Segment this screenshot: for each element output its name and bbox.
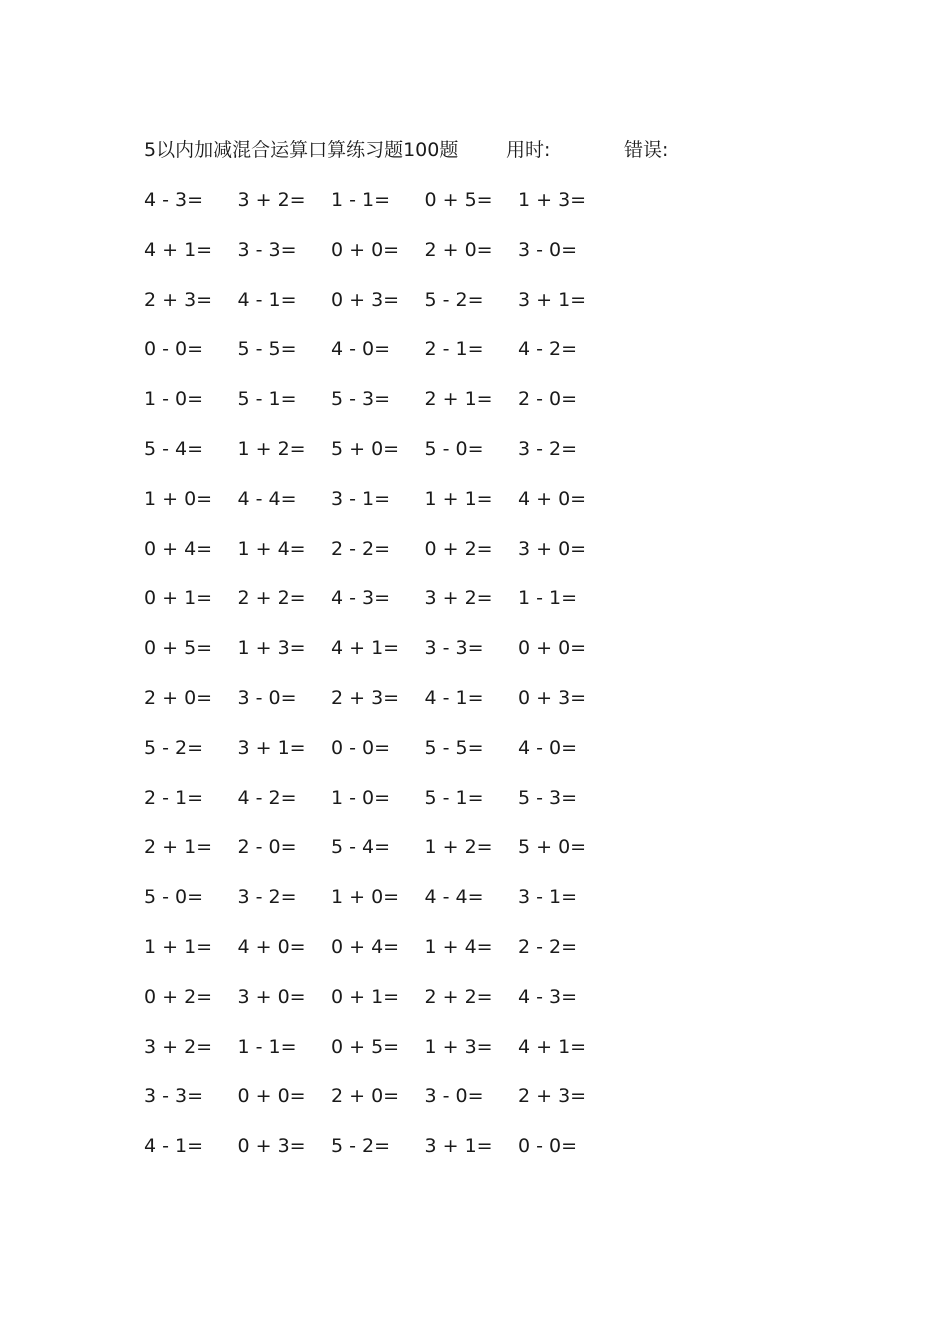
problem-item: 5 + 0= <box>518 836 587 859</box>
problem-item: 2 + 0= <box>331 1085 400 1108</box>
problem-item: 0 + 2= <box>424 537 493 560</box>
problem-item: 0 + 1= <box>144 587 213 610</box>
problem-row <box>144 933 612 983</box>
problem-row <box>144 784 612 834</box>
problem-item: 0 + 3= <box>331 288 400 311</box>
problem-item: 2 - 1= <box>424 338 484 361</box>
problem-item: 4 - 3= <box>331 587 391 610</box>
problem-row <box>144 1082 612 1132</box>
problem-item: 3 - 3= <box>424 637 484 660</box>
problem-item: 0 - 0= <box>331 736 391 759</box>
worksheet-title: 5以内加减混合运算口算练习题100题 <box>144 139 459 161</box>
problem-item: 0 - 0= <box>518 1135 578 1158</box>
error-count-label: 错误: <box>624 139 669 161</box>
problem-row <box>144 385 612 435</box>
problem-row <box>144 286 612 336</box>
problem-item: 2 + 1= <box>424 388 493 411</box>
problem-row <box>144 634 612 684</box>
problem-item: 2 - 2= <box>518 935 578 958</box>
problem-item: 0 + 0= <box>331 238 400 261</box>
problem-item: 4 + 0= <box>237 935 306 958</box>
problem-item: 3 - 1= <box>331 487 391 510</box>
problem-item: 4 - 0= <box>331 338 391 361</box>
problem-item: 0 + 2= <box>144 985 213 1008</box>
problem-item: 0 + 4= <box>331 935 400 958</box>
problem-item: 3 - 2= <box>237 886 297 909</box>
problem-item: 3 - 0= <box>518 238 578 261</box>
problem-item: 5 - 3= <box>331 388 391 411</box>
problem-item: 5 - 1= <box>237 388 297 411</box>
problem-item: 2 + 3= <box>144 288 213 311</box>
problem-item: 4 + 1= <box>331 637 400 660</box>
problem-item: 0 + 0= <box>237 1085 306 1108</box>
problem-item: 1 + 3= <box>237 637 306 660</box>
problem-item: 3 + 0= <box>518 537 587 560</box>
problem-row <box>144 535 612 585</box>
problem-item: 0 + 5= <box>331 1035 400 1058</box>
problem-row <box>144 186 612 236</box>
problem-item: 0 + 5= <box>144 637 213 660</box>
problem-item: 3 + 2= <box>424 587 493 610</box>
problem-item: 1 - 0= <box>144 388 204 411</box>
problem-row <box>144 435 612 485</box>
problem-row <box>144 485 612 535</box>
problem-row <box>144 734 612 784</box>
problem-item: 2 + 3= <box>518 1085 587 1108</box>
problem-row <box>144 1132 612 1182</box>
problem-item: 0 + 3= <box>518 686 587 709</box>
problem-item: 1 + 4= <box>424 935 493 958</box>
problem-item: 2 + 2= <box>237 587 306 610</box>
problem-item: 0 + 5= <box>424 189 493 211</box>
problem-item: 0 - 0= <box>144 338 204 361</box>
problem-item: 1 + 3= <box>518 189 587 211</box>
problem-row <box>144 883 612 933</box>
problem-item: 3 + 2= <box>144 1035 213 1058</box>
problem-item: 5 - 4= <box>144 437 204 460</box>
problem-item: 5 - 2= <box>144 736 204 759</box>
problem-item: 4 - 2= <box>518 338 578 361</box>
problem-item: 2 + 0= <box>144 686 213 709</box>
problem-item: 5 - 0= <box>424 437 484 460</box>
problem-item: 2 + 0= <box>424 238 493 261</box>
problem-item: 4 - 1= <box>144 1135 204 1158</box>
problem-item: 5 - 3= <box>518 786 578 809</box>
problem-row <box>144 983 612 1033</box>
problem-item: 4 - 4= <box>237 487 297 510</box>
problem-item: 1 + 1= <box>144 935 213 958</box>
problem-item: 5 - 2= <box>424 288 484 311</box>
problem-item: 4 - 3= <box>144 189 204 211</box>
problem-item: 4 - 2= <box>237 786 297 809</box>
problem-item: 4 + 1= <box>518 1035 587 1058</box>
problem-item: 3 - 0= <box>237 686 297 709</box>
problem-item: 4 - 1= <box>424 686 484 709</box>
problem-item: 4 - 4= <box>424 886 484 909</box>
problem-item: 1 + 4= <box>237 537 306 560</box>
problem-row <box>144 584 612 634</box>
worksheet-header <box>144 136 764 164</box>
problem-item: 2 + 3= <box>331 686 400 709</box>
problem-row <box>144 684 612 734</box>
problem-item: 0 + 4= <box>144 537 213 560</box>
problem-item: 2 + 2= <box>424 985 493 1008</box>
problem-item: 2 - 1= <box>144 786 204 809</box>
problem-item: 1 + 1= <box>424 487 493 510</box>
problem-item: 0 + 1= <box>331 985 400 1008</box>
time-used-label: 用时: <box>506 139 551 161</box>
problem-item: 3 - 0= <box>424 1085 484 1108</box>
problem-item: 3 + 0= <box>237 985 306 1008</box>
problem-item: 2 - 0= <box>237 836 297 859</box>
problem-item: 1 + 2= <box>424 836 493 859</box>
problem-item: 0 + 0= <box>518 637 587 660</box>
problem-item: 4 + 0= <box>518 487 587 510</box>
problem-item: 0 + 3= <box>237 1135 306 1158</box>
problem-item: 1 + 0= <box>331 886 400 909</box>
problem-item: 3 - 1= <box>518 886 578 909</box>
problem-item: 4 - 0= <box>518 736 578 759</box>
problem-item: 5 - 2= <box>331 1135 391 1158</box>
problem-item: 1 - 1= <box>331 189 391 211</box>
problem-item: 5 - 5= <box>237 338 297 361</box>
problem-item: 4 + 1= <box>144 238 213 261</box>
problem-item: 3 + 1= <box>237 736 306 759</box>
problem-item: 1 - 1= <box>237 1035 297 1058</box>
problem-item: 4 - 1= <box>237 288 297 311</box>
problem-item: 2 + 1= <box>144 836 213 859</box>
problem-item: 5 - 0= <box>144 886 204 909</box>
problem-item: 5 - 4= <box>331 836 391 859</box>
problem-grid <box>144 186 612 1182</box>
problem-item: 3 - 3= <box>144 1085 204 1108</box>
problem-item: 1 + 2= <box>237 437 306 460</box>
problem-row <box>144 335 612 385</box>
problem-item: 4 - 3= <box>518 985 578 1008</box>
problem-item: 2 - 2= <box>331 537 391 560</box>
problem-item: 5 + 0= <box>331 437 400 460</box>
problem-item: 1 + 0= <box>144 487 213 510</box>
problem-item: 3 - 3= <box>237 238 297 261</box>
problem-row <box>144 236 612 286</box>
problem-item: 1 + 3= <box>424 1035 493 1058</box>
problem-row <box>144 833 612 883</box>
problem-item: 3 - 2= <box>518 437 578 460</box>
problem-item: 1 - 0= <box>331 786 391 809</box>
problem-item: 5 - 1= <box>424 786 484 809</box>
problem-item: 3 + 1= <box>518 288 587 311</box>
problem-row <box>144 1033 612 1083</box>
problem-item: 5 - 5= <box>424 736 484 759</box>
problem-item: 3 + 1= <box>424 1135 493 1158</box>
problem-item: 3 + 2= <box>237 189 306 211</box>
problem-item: 1 - 1= <box>518 587 578 610</box>
problem-item: 2 - 0= <box>518 388 578 411</box>
